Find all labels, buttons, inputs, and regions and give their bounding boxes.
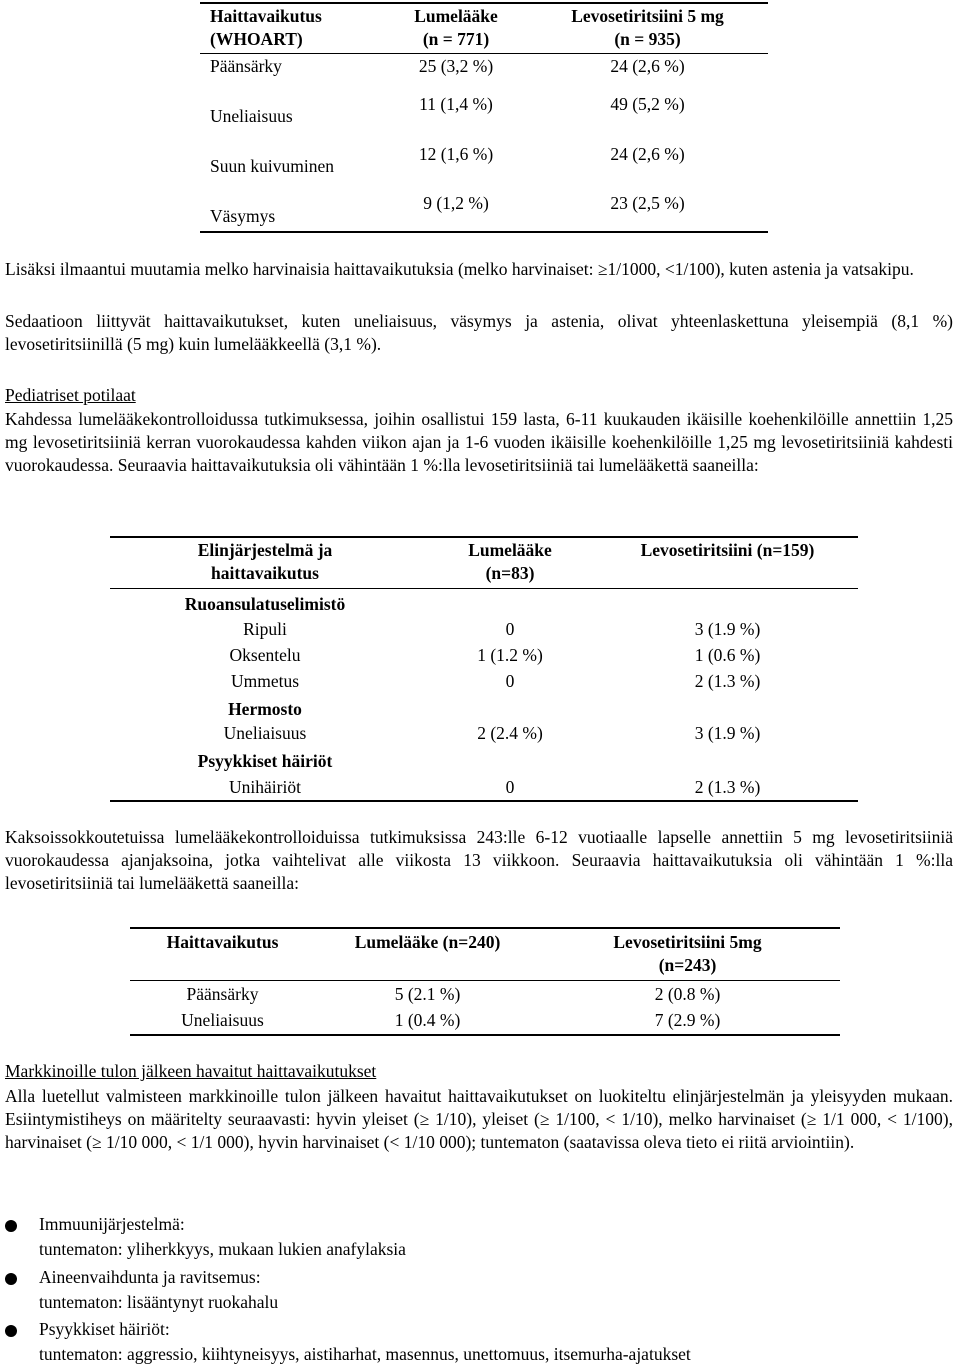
bullet-text: tuntematon: lisääntynyt ruokahalu: [39, 1292, 279, 1312]
table-cell: 3 (1.9 %): [694, 723, 761, 743]
section-heading-postmarketing: Markkinoille tulon jälkeen havaitut haittavaikutukset: [5, 1061, 377, 1081]
table-cell: 3 (1.9 %): [694, 619, 761, 639]
table-cell: 2 (1.3 %): [694, 777, 761, 797]
table-cell: 1 (1.2 %): [477, 645, 543, 665]
table-cell: Uneliaisuus: [223, 723, 307, 743]
table2-group-heading: Hermosto: [228, 699, 302, 719]
table-cell: Suun kuivuminen: [210, 156, 334, 176]
table-cell: 1 (0.4 %): [394, 1010, 461, 1030]
table-cell: 7 (2.9 %): [654, 1010, 721, 1030]
table-cell: 2 (1.3 %): [694, 671, 761, 691]
bullet-title: Immuunijärjestelmä:: [39, 1214, 185, 1234]
table1-header-col3: Levosetiritsiini 5 mg (n = 935): [571, 6, 724, 49]
table-cell: 2 (2.4 %): [477, 723, 543, 743]
table3-top-rule: [130, 927, 840, 929]
table1-top-rule: [200, 2, 768, 4]
table1-header-col2: Lumelääke (n = 771): [414, 6, 498, 49]
table-cell: Uneliaisuus: [181, 1010, 264, 1030]
table-cell: 24 (2,6 %): [610, 56, 685, 76]
table1-bottom-rule: [200, 231, 768, 233]
table3-header-rule: [130, 980, 840, 981]
table-cell: 1 (0.6 %): [694, 645, 761, 665]
table-cell: 23 (2,5 %): [610, 193, 685, 213]
table3-bottom-rule: [130, 1034, 840, 1036]
table-cell: 25 (3,2 %): [418, 56, 494, 76]
table-cell: Uneliaisuus: [210, 106, 293, 126]
table-cell: 24 (2,6 %): [610, 144, 685, 164]
table-cell: 11 (1,4 %): [419, 94, 493, 114]
table3-header-col1: Haittavaikutus: [166, 932, 279, 952]
bullet-dot: [5, 1220, 17, 1232]
table-cell: Ummetus: [230, 671, 300, 691]
section-heading-pediatric: Pediatriset potilaat: [5, 385, 136, 405]
bullet-text: tuntematon: yliherkkyys, mukaan lukien anafylaksia: [39, 1239, 406, 1259]
table-cell: Oksentelu: [229, 645, 301, 665]
table-cell: Päänsärky: [210, 56, 282, 76]
paragraph-sedation: Sedaatioon liittyvät haittavaikutukset, kuten uneliaisuus, väsymys ja astenia, olivat yhteenlaskettuna yleisempiä (8,1 %) levosetiritsiinillä (5 mg) kuin lumelääkkeellä (3,1 %).: [5, 311, 953, 354]
bullet-dot: [5, 1325, 17, 1337]
table-cell: 12 (1,6 %): [418, 144, 494, 164]
table1-header-rule: [200, 53, 768, 54]
table2-header-col3: Levosetiritsiini (n=159): [640, 540, 815, 560]
bullet-text: tuntematon: aggressio, kiihtyneisyys, aistiharhat, masennus, unettomuus, itsemurha-ajatukset: [39, 1344, 691, 1364]
table2-top-rule: [110, 536, 858, 538]
paragraph-additional-effects: Lisäksi ilmaantui muutamia melko harvinaisia haittavaikutuksia (melko harvinaiset: ≥1/1000, <1/100), kuten astenia ja vatsakipu.: [5, 259, 914, 279]
table-cell: 2 (0.8 %): [654, 984, 721, 1004]
table-cell: 9 (1,2 %): [423, 193, 489, 213]
table2-bottom-rule: [110, 800, 858, 802]
table2-group-heading: Ruoansulatuselimistö: [184, 594, 346, 614]
table2-header-rule: [110, 588, 858, 589]
table-cell: Väsymys: [210, 206, 276, 226]
table3-header-col2: Lumelääke (n=240): [354, 932, 501, 952]
bullet-title: Psyykkiset häiriöt:: [39, 1319, 170, 1339]
table-cell: Unihäiriöt: [229, 777, 301, 797]
table2-group-heading: Psyykkiset häiriöt: [197, 751, 333, 771]
table2-header-col2: Lumelääke (n=83): [468, 540, 552, 583]
bullet-title: Aineenvaihdunta ja ravitsemus:: [39, 1267, 261, 1287]
table2-header-col1: Elinjärjestelmä ja haittavaikutus: [197, 540, 333, 583]
paragraph-frequency-definitions: Alla luetellut valmisteen markkinoille tulon jälkeen havaitut haittavaikutukset on luokiteltu elinjärjestelmän ja yleisyyden mukaan. Esiintymistiheys on määritelty seuraavasti: hyvin yleiset (≥ 1/10), yleiset (≥ 1/100, < 1/10), melko harvinaiset (≥ 1/1 000, < 1/100), harvinaiset (≥ 1/10 000, < 1/1 000), hyvin harvinaiset (< 1/10 000); tuntematon (saatavissa oleva tieto ei riitä arviointiin).: [5, 1086, 953, 1152]
table-cell: 0: [505, 671, 515, 691]
bullet-dot: [5, 1273, 17, 1285]
table1-header-col1: Haittavaikutus (WHOART): [210, 6, 322, 49]
table3-header-col3: Levosetiritsiini 5mg (n=243): [613, 932, 762, 975]
paragraph-pediatric: Kahdessa lumelääkekontrolloidussa tutkimuksessa, joihin osallistui 159 lasta, 6-11 kuukauden ikäisille koehenkilöille annettiin 1,25 mg levosetiritsiiniä kerran vuorokaudessa kahden viikon ajan ja 1-6 vuoden ikäisille koehenkilöille 1,25 mg levosetiritsiiniä kahdesti vuorokaudessa. Seuraavia haittavaikutuksia oli vähintään 1 %:lla levosetiritsiiniä tai lumelääkettä saaneilla:: [5, 409, 953, 475]
table-cell: 0: [505, 619, 515, 639]
table-cell: 0: [505, 777, 515, 797]
table-cell: 5 (2.1 %): [394, 984, 461, 1004]
paragraph-pediatric-older: Kaksoissokkoutetuissa lumelääkekontrolloiduissa tutkimuksissa 243:lle 6-12 vuotiaalle lapselle annettiin 5 mg levosetiritsiiniä vuorokaudessa ajanjaksoina, jotka vaihtelivat alle viikosta 13 viikkoon. Seuraavia haittavaikutuksia oli vähintään 1 %:lla levosetiritsiiniä tai lumelääkettä saaneilla:: [5, 827, 953, 893]
table-cell: 49 (5,2 %): [610, 94, 685, 114]
table-cell: Päänsärky: [186, 984, 259, 1004]
table-cell: Ripuli: [243, 619, 287, 639]
